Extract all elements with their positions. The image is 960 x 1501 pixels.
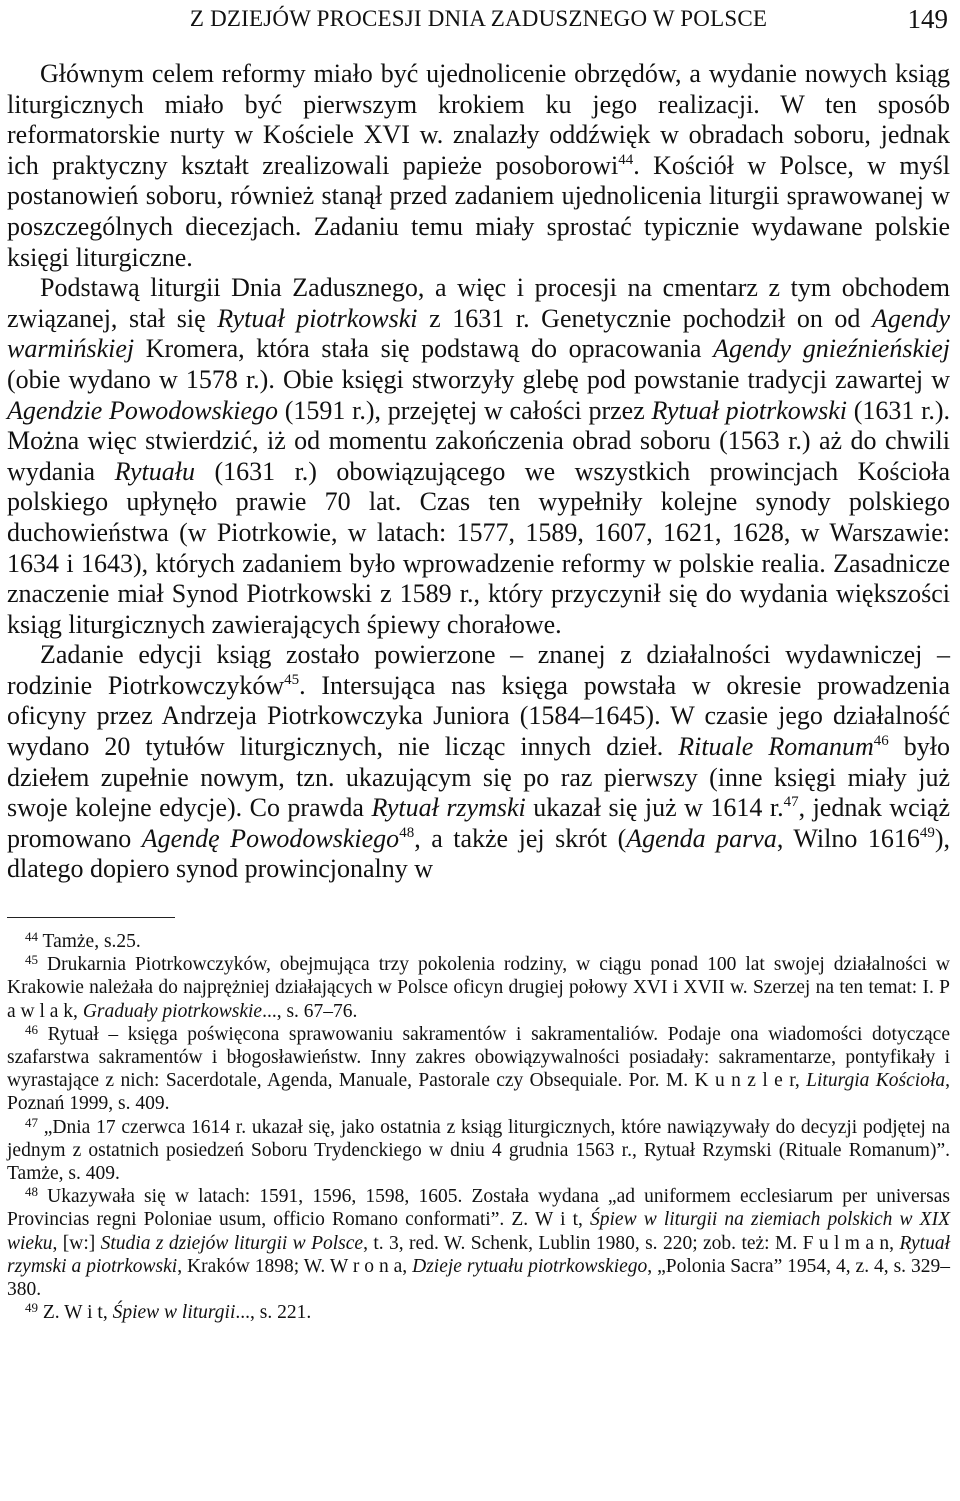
italic-title: Agendy gnieźnieńskiej — [713, 334, 950, 364]
text-run: , jednak wciąż promowano — [7, 793, 950, 853]
footnote — [7, 1301, 950, 1324]
text-run: Tamże, s.25. — [38, 931, 141, 953]
italic-title: Agendy warmińskiej — [7, 303, 950, 364]
footnote-marker: 48 — [25, 1184, 38, 1200]
running-title: Z DZIEJÓW PROCESJI DNIA ZADUSZNEGO W POLSCE — [189, 6, 768, 31]
text-run: Z. W i t, — [38, 1302, 113, 1324]
italic-title: Rytuał rzymski — [371, 793, 526, 823]
text-run: Głównym celem reformy miało być ujednolicenie obrzędów, a wydanie nowych ksiąg liturgicznych miało być pierwszym krokiem ku jego realizacji. W ten sposób reformatorskie nurty w Kościele XVI w. znalazły oddźwięk w obradach soboru, jednak ich praktyczny kształt zrealizowali papieże posoborowi — [7, 59, 950, 180]
italic-title: Graduały piotrkowskie — [82, 1000, 263, 1022]
italic-title: Rytuał piotrkowski — [651, 395, 847, 425]
running-header — [7, 0, 950, 59]
text-run: ukazał się już w 1614 r. — [525, 793, 784, 823]
italic-title: Liturgia Kościoła — [806, 1070, 946, 1092]
text-run: , Kraków 1898; W. W r o n a, — [177, 1255, 413, 1277]
text-run: Ukazywała się w latach: 1591, 1596, 1598, 1605. Została wydana „ad uniformem ecclesiarum per universas Provincias regni Poloniae usum, officio Romano conformati”. Z. W i t, — [7, 1186, 950, 1231]
text-run: ..., s. 67–76. — [262, 1000, 358, 1022]
footnote-marker: 46 — [873, 733, 889, 750]
footnote-marker: 49 — [919, 824, 935, 841]
italic-title: Agendzie Powodowskiego — [7, 395, 279, 425]
italic-title: Dzieje rytuału piotrkowskiego — [412, 1255, 648, 1277]
text-run: , a także jej skrót ( — [414, 823, 627, 853]
text-run: , „Polonia Sacra” 1954, 4, z. 4, s. 329–380. — [7, 1255, 950, 1301]
footnote-marker: 47 — [783, 794, 799, 811]
italic-title: Studia z dziejów liturgii w Polsce — [100, 1232, 364, 1254]
italic-title: Rytuał piotrkowski — [217, 303, 418, 333]
body-paragraph — [7, 640, 950, 885]
text-run: . Intersująca nas księga powstała w okresie prowadzenia oficyny przez Andrzeja Piotrkowczyka Juniora (1584–1645). W czasie jego działalność wydano 20 tytułów liturgicznych, nie licząc innych dzieł. — [7, 670, 950, 762]
text-run: (obie wydano w 1578 r.). Obie księgi stworzyły glebę pod powstanie tradycji zawartej w — [7, 364, 950, 394]
text-run: (1631 r.) obowiązującego we wszystkich prowincjach Kościoła polskiego upłynęło prawie 70 lat. Czas ten wypełniły kolejne synody polskiego duchowieństwa (w Piotrkowie, w latach: 1577, 1589, 1607, 1621, 1628, w Warszawie: 1634 i 1643), których zadaniem było wprowadzenie reformy w polskie realia. Zasadnicze znaczenie miał Synod Piotrkowski z 1589 r., który przyczynił się do wydania większości ksiąg liturgicznych zawierających śpiewy chorałowe. — [7, 456, 950, 639]
italic-title: Rytuał rzymski a piotrkowski — [7, 1232, 950, 1277]
main-text — [7, 59, 950, 885]
footnote — [7, 1023, 950, 1116]
italic-title: Agenda parva — [626, 823, 777, 853]
text-run: Rytuał – księga poświęcona sprawowaniu sakramentów i sakramentaliów. Podaje ona wiadomości dotyczące szafarstwa sakramentów i błogosławieństw. Inny zakres obowiązywalności posiadały: sakramentarze, pontyfikały i wyrastające z nich: Sacerdotale, Agenda, Manuale, Pastorale czy Obsequiale. Por. M. K u n z l e r, — [7, 1023, 950, 1092]
italic-title: Agendę Powodowskiego — [141, 823, 400, 853]
text-run: ), dlatego dopiero synod prowincjonalny w — [7, 823, 951, 884]
text-run: , t. 3, red. W. Schenk, Lublin 1980, s. 220; zob. też: M. F u l m a n, — [363, 1232, 900, 1254]
text-run: (1631 r.). Można więc stwierdzić, iż od momentu zakończenia obrad soboru (1563 r.) aż do chwili wydania — [7, 395, 950, 486]
body-paragraph — [7, 59, 950, 273]
footnote-marker: 46 — [25, 1021, 38, 1037]
footnote-marker: 49 — [25, 1300, 38, 1316]
footnote — [7, 953, 950, 1023]
page-number: 149 — [907, 4, 948, 34]
italic-title: Rytuału — [114, 456, 195, 486]
text-run: , [w:] — [52, 1232, 101, 1254]
footnotes — [7, 930, 950, 1324]
text-run: ..., s. 221. — [235, 1302, 312, 1324]
text-run: Podstawą liturgii Dnia Zadusznego, a więc i procesji na cmentarz z tym obchodem związanej, stał się — [7, 273, 950, 333]
footnote-marker: 44 — [25, 929, 38, 945]
text-run: Kromera, która stała się podstawą do opracowania — [134, 334, 714, 364]
footnote-marker: 45 — [284, 671, 300, 688]
text-run: z 1631 r. Genetycznie pochodził on od — [417, 303, 873, 333]
footnote-marker: 48 — [399, 824, 415, 841]
body-paragraph — [7, 273, 950, 640]
text-run: Drukarnia Piotrkowczyków, obejmująca trzy pokolenia rodziny, w ciągu ponad 100 lat swojej działalności w Krakowie należała do najprężniej działających w Polsce oficyn drugiej połowy XVI i XVII w. Szerzej na ten temat: I. P a w l a k, — [7, 954, 950, 1022]
italic-title: Rituale Romanum — [678, 732, 874, 762]
footnote-divider — [7, 917, 175, 918]
text-run: było dziełem zupełnie nowym, tzn. ukazującym się po raz pierwszy (inne księgi miały już swoje kolejne edycje). Co prawda — [7, 732, 950, 823]
text-run: , Poznań 1999, s. 409. — [7, 1070, 950, 1115]
text-run: „Dnia 17 czerwca 1614 r. ukazał się, jako ostatnia z ksiąg liturgicznych, które nawiązywały do decyzji podjętej na jednym z ostatnich posiedzeń Soboru Trydenckiego w dniu 4 grudnia 1563 r., Rytuał Rzymski (Rituale Romanum)”. Tamże, s. 409. — [7, 1116, 950, 1185]
text-run: Zadanie edycji ksiąg zostało powierzone – znanej z działalności wydawniczej – rodzinie Piotrkowczyków — [7, 640, 950, 700]
italic-title: Śpiew w liturgii na ziemiach polskich w XIX wieku — [7, 1209, 950, 1254]
text-run: (1591 r.), przejętej w całości przez — [278, 395, 652, 425]
italic-title: Śpiew w liturgii — [112, 1302, 236, 1324]
text-run: . Kościół w Polsce, w myśl postanowień soboru, również stanął przed zadaniem ujednolicenia liturgii sprawowanej w poszczególnych diecezjach. Zadaniu temu miały sprostać typicznie wydawane polskie księgi liturgiczne. — [7, 150, 950, 272]
text-run: , Wilno 1616 — [776, 823, 920, 853]
footnote-marker: 44 — [618, 151, 634, 168]
footnote-marker: 47 — [25, 1114, 38, 1130]
footnote — [7, 1116, 950, 1186]
footnote — [7, 930, 950, 953]
footnote-marker: 45 — [25, 952, 38, 968]
footnote — [7, 1185, 950, 1301]
